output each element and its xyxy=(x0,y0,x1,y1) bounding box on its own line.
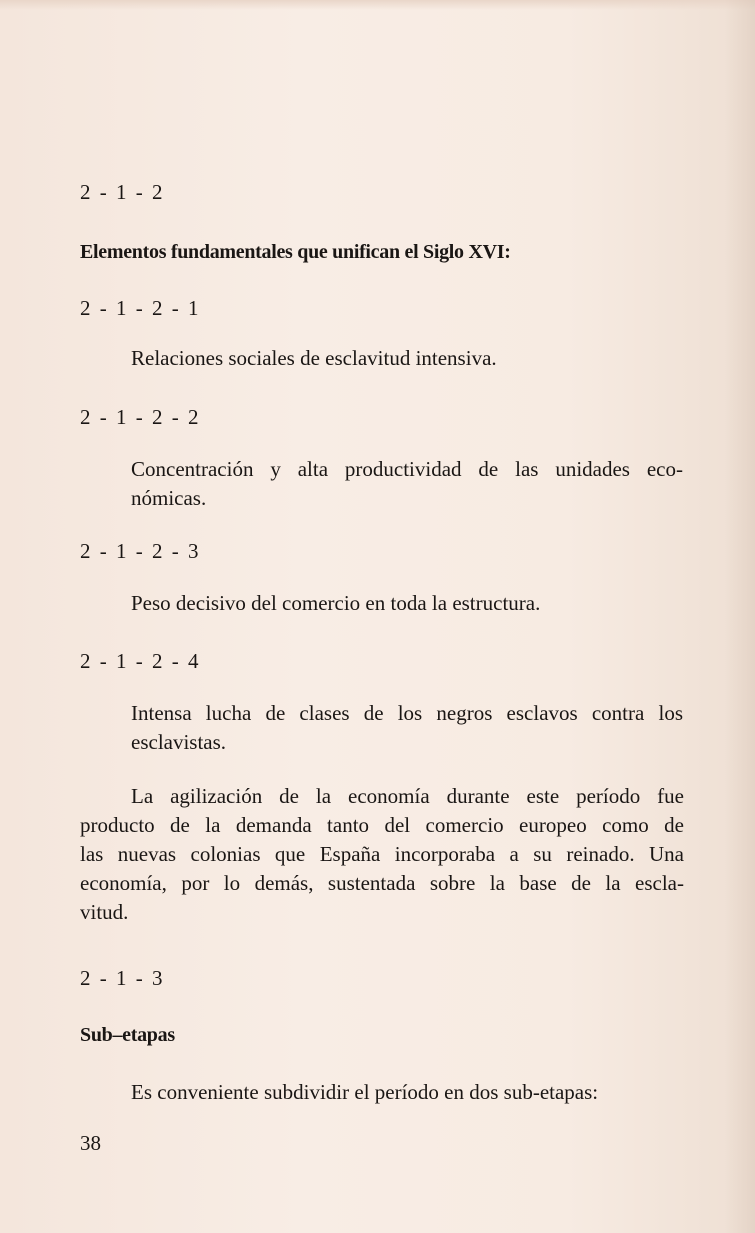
item-4-line-1: Intensa lucha de clases de los negros esclavos contra los xyxy=(131,701,683,725)
item-2-line-2: nómicas. xyxy=(131,486,207,510)
item-text-4 xyxy=(131,699,683,757)
item-number-3: 2 - 1 - 2 - 3 xyxy=(80,539,201,563)
paragraph-line-1: La agilización de la economía durante este período fue xyxy=(131,784,684,808)
body-paragraph xyxy=(80,782,684,927)
item-text-2 xyxy=(131,455,683,513)
item-number-2: 2 - 1 - 2 - 2 xyxy=(80,405,201,429)
item-text-1: Relaciones sociales de esclavitud intensiva. xyxy=(131,346,497,370)
paragraph-line-4: economía, por lo demás, sustentada sobre la base de la escla- xyxy=(80,871,684,895)
paragraph-line-3: las nuevas colonias que España incorporaba a su reinado. Una xyxy=(80,842,684,866)
subsection-heading: Sub–etapas xyxy=(80,1024,175,1046)
item-number-4: 2 - 1 - 2 - 4 xyxy=(80,649,201,673)
item-text-3: Peso decisivo del comercio en toda la estructura. xyxy=(131,591,541,615)
section-heading: Elementos fundamentales que unifican el Siglo XVI: xyxy=(80,241,511,263)
item-2-line-1: Concentración y alta productividad de las unidades eco- xyxy=(131,457,683,481)
item-4-line-2: esclavistas. xyxy=(131,730,227,754)
page-number: 38 xyxy=(80,1131,101,1155)
paragraph-line-5: vitud. xyxy=(80,900,129,924)
section-number: 2 - 1 - 2 xyxy=(80,180,165,204)
paragraph-line-2: producto de la demanda tanto del comercio europeo como de xyxy=(80,813,684,837)
subsection-number: 2 - 1 - 3 xyxy=(80,966,165,990)
item-number-1: 2 - 1 - 2 - 1 xyxy=(80,296,201,320)
closing-line: Es conveniente subdividir el período en dos sub-etapas: xyxy=(131,1080,599,1104)
